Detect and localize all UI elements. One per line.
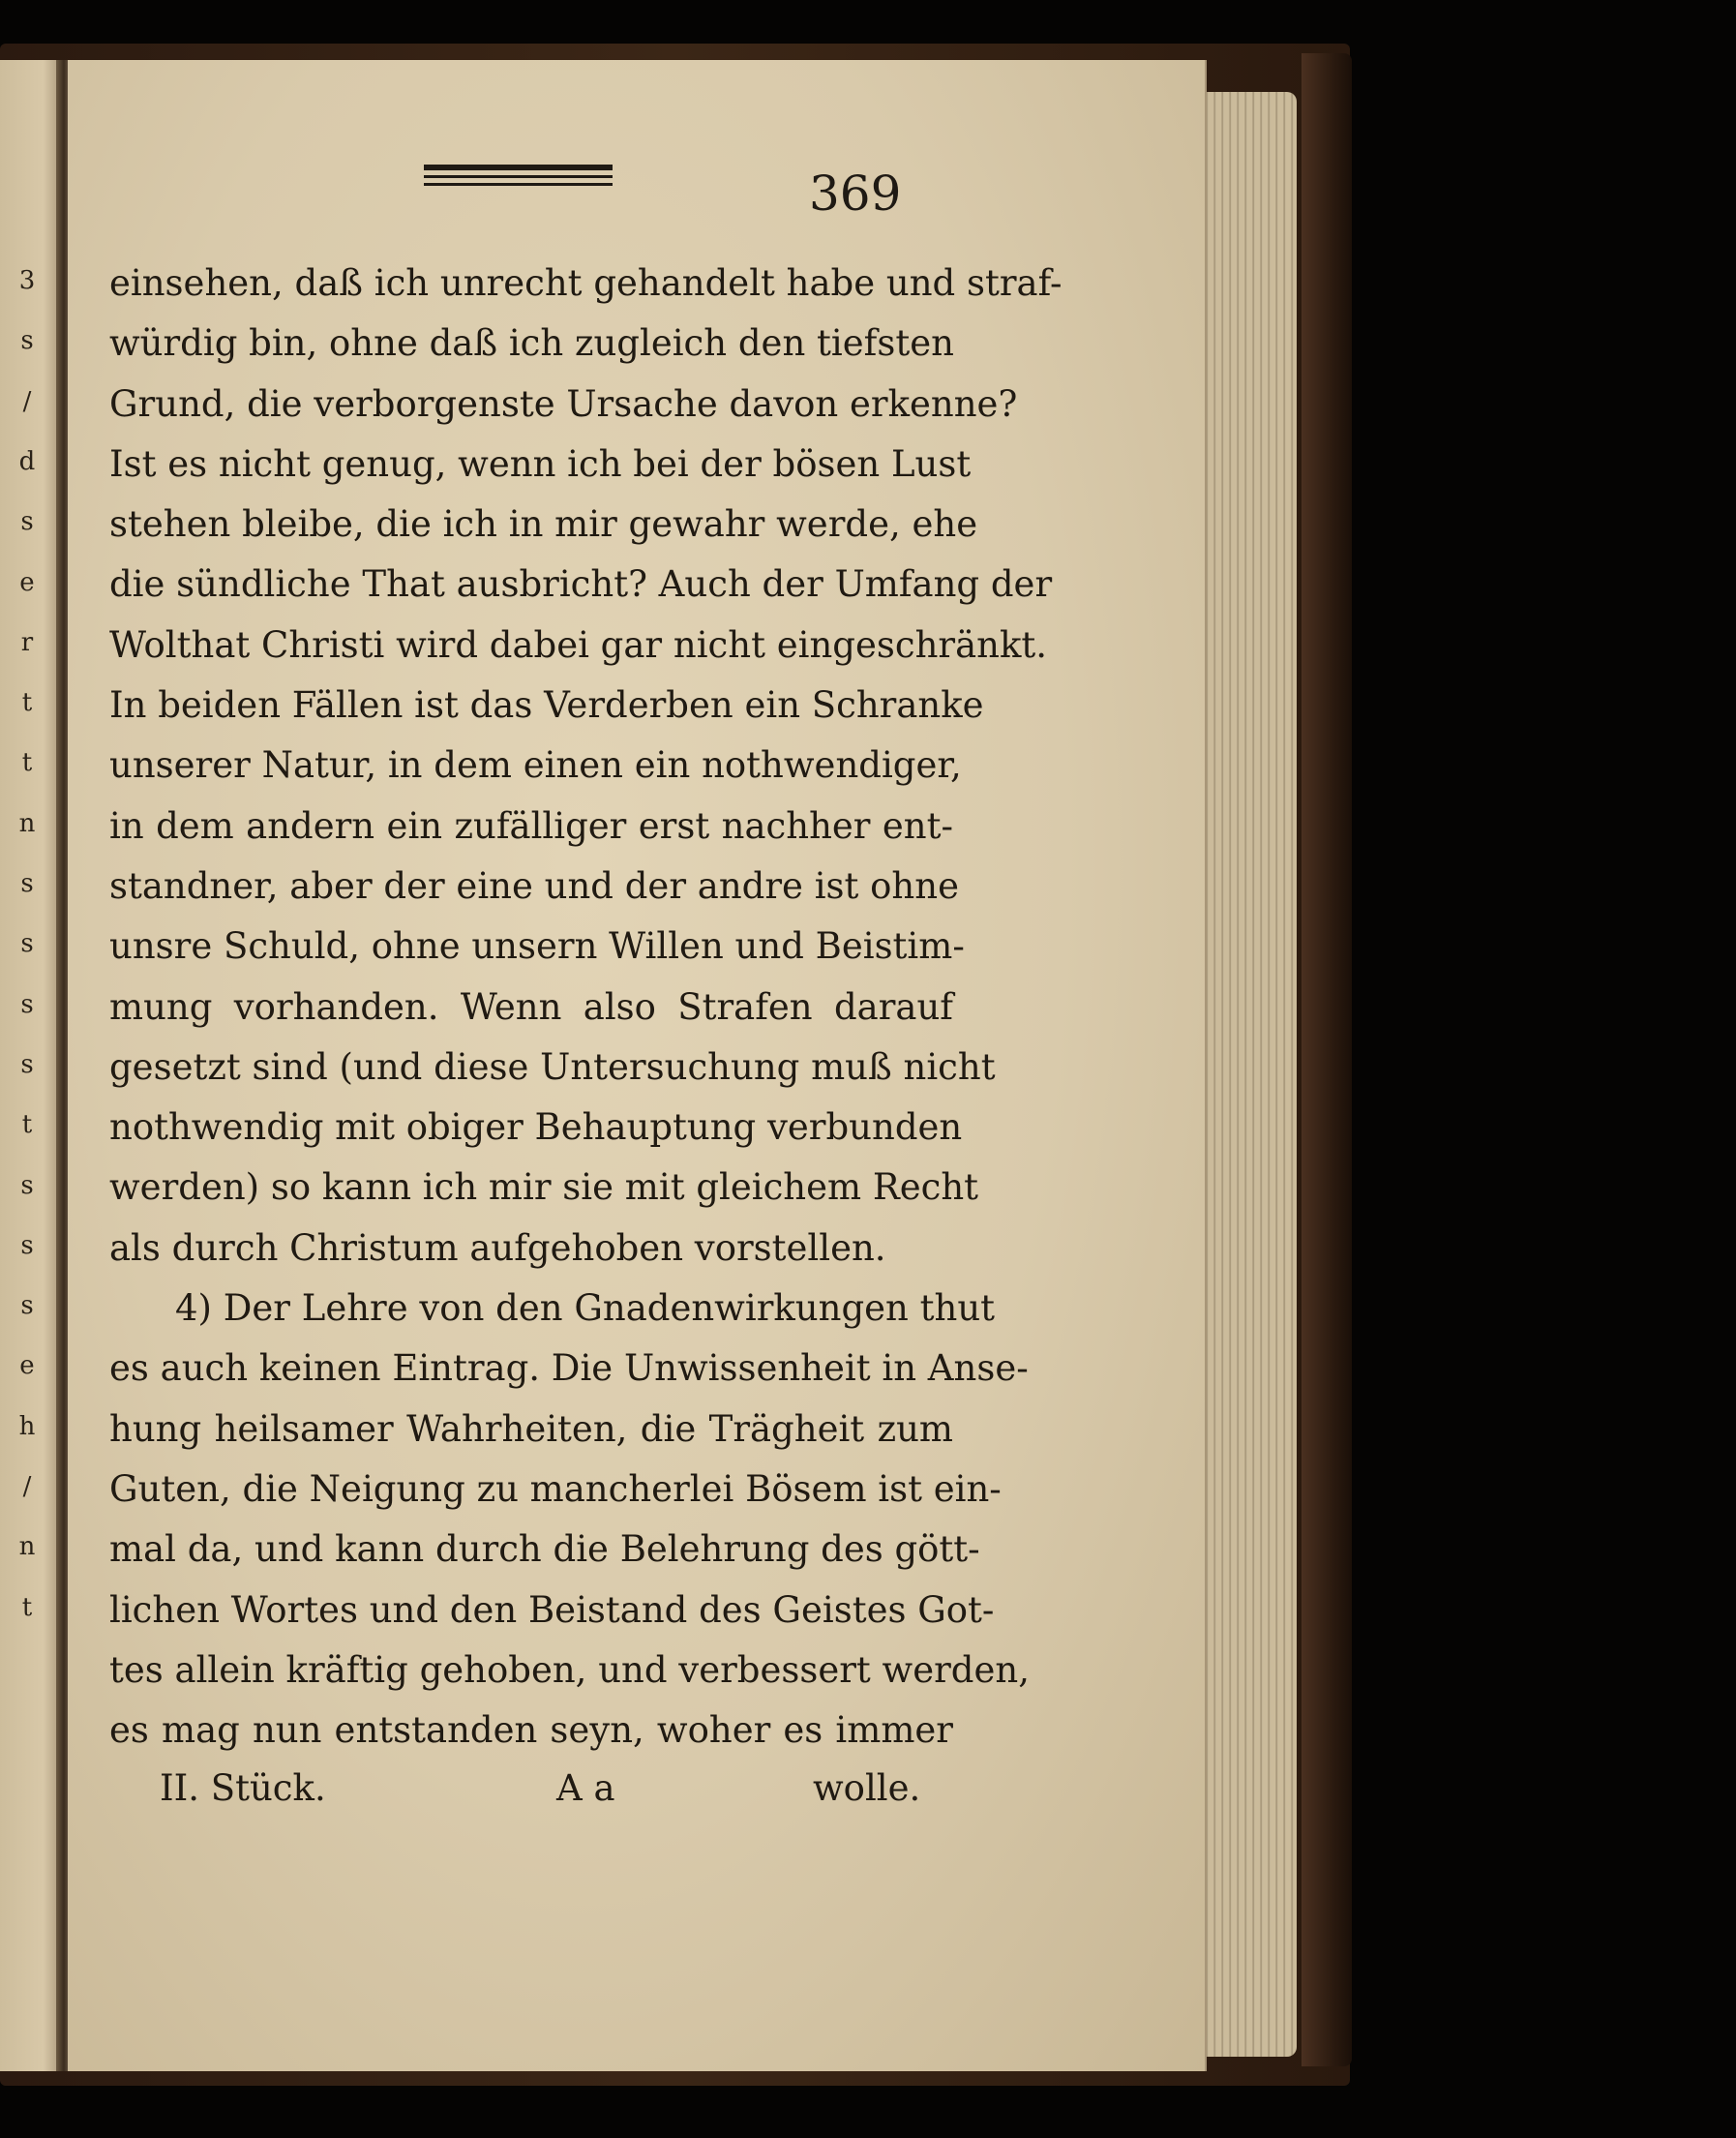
page-number: 369 xyxy=(809,166,902,222)
left-page-fragment: h xyxy=(18,1411,36,1441)
body-text xyxy=(109,254,1063,1761)
text-line: Grund, die verborgenste Ursache davon erkenne? xyxy=(109,382,1018,425)
text-line: standner, aber der eine und der andre ist ohne xyxy=(109,864,959,907)
text-line: In beiden Fällen ist das Verderben ein Schranke xyxy=(109,684,984,727)
text-line: es mag nun entstanden seyn, woher es immer xyxy=(109,1709,953,1752)
signature-mark: II. Stück. xyxy=(160,1767,326,1809)
text-line: stehen bleibe, die ich in mir gewahr werde, ehe xyxy=(109,503,978,546)
header-rule xyxy=(424,165,613,186)
text-line: gesetzt sind (und diese Untersuchung muß nicht xyxy=(109,1045,996,1088)
left-page-fragment: s xyxy=(20,989,34,1019)
text-line: als durch Christum aufgehoben vorstellen. xyxy=(109,1226,886,1269)
left-page-fragment: 3 xyxy=(18,266,36,295)
text-line: einsehen, daß ich unrecht gehandelt habe und straf- xyxy=(109,262,1063,304)
text-line: Ist es nicht genug, wenn ich bei der bösen Lust xyxy=(109,442,972,485)
text-line: Wolthat Christi wird dabei gar nicht eingeschränkt. xyxy=(109,623,1048,666)
left-page-fragment: d xyxy=(18,446,36,476)
left-page-fragment: r xyxy=(20,627,34,657)
catchword: wolle. xyxy=(813,1767,921,1809)
text-line: 4) Der Lehre von den Gnadenwirkungen thut xyxy=(175,1287,996,1330)
text-line: mal da, und kann durch die Belehrung des gött- xyxy=(109,1528,980,1571)
text-line: es auch keinen Eintrag. Die Unwissenheit in Anse- xyxy=(109,1347,1029,1390)
left-page-fragment: s xyxy=(20,326,34,356)
text-line: hung heilsamer Wahrheiten, die Trägheit zum xyxy=(109,1407,953,1450)
text-line: die sündliche That ausbricht? Auch der Umfang der xyxy=(109,563,1053,606)
text-line: Guten, die Neigung zu mancherlei Bösem ist ein- xyxy=(109,1467,1002,1510)
text-line: nothwendig mit obiger Behauptung verbunden xyxy=(109,1106,963,1149)
left-page-fragment: s xyxy=(20,1230,34,1260)
text-line: würdig bin, ohne daß ich zugleich den tiefsten xyxy=(109,322,954,365)
text-line: unsre Schuld, ohne unsern Willen und Beistim- xyxy=(109,925,965,968)
left-page-fragment: s xyxy=(20,869,34,898)
left-page-fragment: e xyxy=(19,567,35,597)
left-page-fragment: s xyxy=(20,929,34,959)
left-page-fragment: s xyxy=(20,1049,34,1079)
book-cover-edge xyxy=(1302,53,1352,2066)
left-page-fragment: t xyxy=(21,1592,33,1622)
quire-mark: A a xyxy=(556,1767,615,1809)
text-line: werden) so kann ich mir sie mit gleichem Recht xyxy=(109,1166,979,1209)
left-page-fragment: e xyxy=(19,1351,35,1381)
left-page-fragment: / xyxy=(22,386,32,416)
left-page-fragment: s xyxy=(20,1170,34,1200)
text-line: in dem andern ein zufälliger erst nachher ent- xyxy=(109,804,953,847)
text-line: mung vorhanden. Wenn also Strafen darauf xyxy=(109,985,953,1028)
left-page-fragment: n xyxy=(18,1532,36,1562)
left-page-fragment: s xyxy=(20,507,34,537)
text-line: lichen Wortes und den Beistand des Geistes Got- xyxy=(109,1588,995,1631)
text-line: tes allein kräftig gehoben, und verbessert werden, xyxy=(109,1648,1030,1691)
left-page-fragment: t xyxy=(21,1110,33,1140)
left-page-fragment: t xyxy=(21,688,33,718)
left-page-fragment: n xyxy=(18,808,36,838)
left-page-fragment: s xyxy=(20,1291,34,1321)
text-line: unserer Natur, in dem einen ein nothwendiger, xyxy=(109,744,962,787)
left-page-fragment: t xyxy=(21,748,33,778)
left-page-fragment: / xyxy=(22,1472,32,1501)
